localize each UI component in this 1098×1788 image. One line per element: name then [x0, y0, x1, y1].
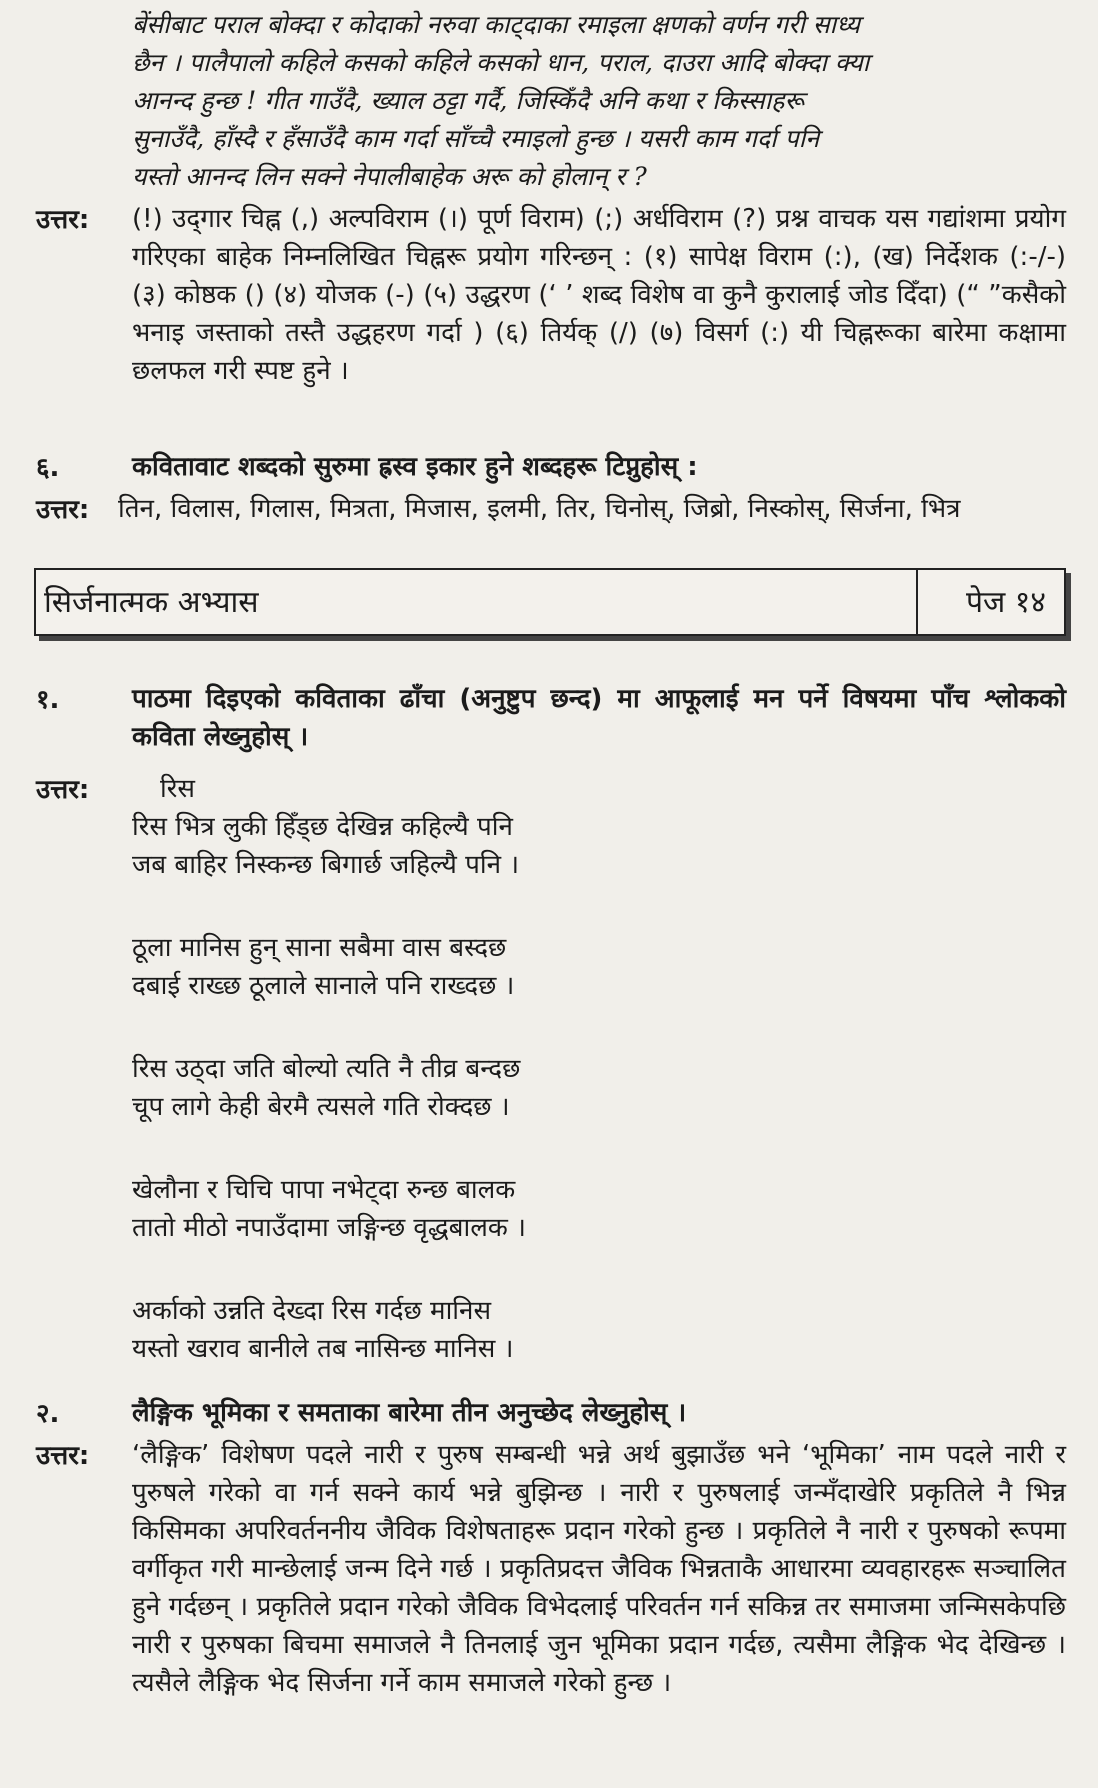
poem-line: रिस उठ्दा जति बोल्यो त्यति नै तीव्र बन्दछ: [132, 1054, 521, 1084]
poem-title: रिस: [160, 774, 195, 804]
section-header-box: [34, 568, 1066, 636]
creative-2-text: लैङ्गिक भूमिका र समताका बारेमा तीन अनुच्छेद लेख्नुहोस् ।: [132, 1398, 687, 1428]
creative-2-answer: ‘लैङ्गिक’ विशेषण पदले नारी र पुरुष सम्बन्धी भन्ने अर्थ बुझाउँछ भने ‘भूमिका’ नाम पदले नारी र पुरुषले गरेको वा गर्न सक्ने कार्य भन्ने बुझिन्छ । नारी र पुरुषलाई जन्मँदाखेरि प्रकृतिले नै भिन्न किसिमका अपरिवर्तननीय जैविक विशेषताहरू प्रदान गरेको हुन्छ । प्रकृतिले नै नारी र पुरुषको रूपमा वर्गीकृत गरी मान्छेलाई जन्म दिने गर्छ । प्रकृतिप्रदत्त जैविक भिन्नताकै आधारमा व्यवहारहरू सञ्चालित हुने गर्दछन् । प्रकृतिले प्रदान गरेको जैविक विभेदलाई परिवर्तन गर्न सकिन्न तर समाजमा जन्मिसकेपछि नारी र पुरुषका बिचमा समाजले नै तिनलाई जुन भूमिका प्रदान गर्दछ, त्यसैमा लैङ्गिक भेद देखिन्छ । त्यसैले लैङ्गिक भेद सिर्जना गर्ने काम समाजले गरेको हुन्छ ।: [132, 1440, 1066, 1698]
question-number: १.: [36, 685, 60, 715]
intro-line: आनन्द हुन्छ ! गीत गाउँदै, ख्याल ठट्टा गर्दै, जिस्किँदै अनि कथा र किस्साहरू: [132, 86, 804, 115]
answer-6-text: तिन, विलास, गिलास, मित्रता, मिजास, इलमी, तिर, चिनोस्, जिब्रो, निस्कोस्, सिर्जना, भित्र: [118, 494, 961, 524]
poem-line: तातो मीठो नपाउँदामा जङ्गिन्छ वृद्धबालक ।: [132, 1213, 526, 1243]
poem-line: दबाई राख्छ ठूलाले सानाले पनि राख्दछ ।: [132, 971, 515, 1001]
section-page-ref: पेज १४: [965, 585, 1046, 620]
poem-line: यस्तो खराव बानीले तब नासिन्छ मानिस ।: [132, 1334, 514, 1364]
intro-line: बेंसीबाट पराल बोक्दा र कोदाको नरुवा काट्दाका रमाइला क्षणको वर्णन गरी साध्य: [132, 10, 861, 39]
answer-label: उत्तर:: [36, 495, 90, 525]
answer-label: उत्तर:: [36, 205, 90, 235]
poem-line: चूप लागे केही बेरमै त्यसले गति रोक्दछ ।: [132, 1092, 510, 1122]
section-title: सिर्जनात्मक अभ्यास: [44, 585, 259, 620]
question-6-text: कवितावाट शब्दको सुरुमा ह्रस्व इकार हुने शब्दहरू टिप्नुहोस् :: [132, 452, 698, 482]
creative-1-text: पाठमा दिइएको कविताका ढाँचा (अनुष्टुप छन्द) मा आफूलाई मन पर्ने विषयमा पाँच श्लोकको कविता लेख्नुहोस् ।: [132, 684, 1066, 752]
poem-line: जब बाहिर निस्कन्छ बिगार्छ जहिल्यै पनि ।: [132, 850, 520, 880]
question-number: ६.: [36, 453, 60, 483]
poem-line: रिस भित्र लुकी हिँड्छ देखिन्न कहिल्यै पनि: [132, 812, 513, 842]
section-divider: [916, 570, 918, 634]
intro-line: यस्तो आनन्द लिन सक्ने नेपालीबाहेक अरू को होलान् र ?: [132, 162, 647, 191]
poem-line: ठूला मानिस हुन् साना सबैमा वास बस्दछ: [132, 933, 507, 963]
poem-line: अर्काको उन्नति देख्दा रिस गर्दछ मानिस: [132, 1296, 492, 1326]
question-number: २.: [36, 1399, 60, 1429]
answer-label: उत्तर:: [36, 1441, 90, 1471]
intro-line: सुनाउँदै, हाँस्दै र हँसाउँदै काम गर्दा साँच्चै रमाइलो हुन्छ । यसरी काम गर्दा पनि: [132, 124, 820, 153]
answer-label: उत्तर:: [36, 775, 90, 805]
poem-line: खेलौना र चिचि पापा नभेट्दा रुन्छ बालक: [132, 1175, 516, 1205]
intro-line: छैन । पालैपालो कहिले कसको कहिले कसको धान, पराल, दाउरा आदि बोक्दा क्या: [132, 48, 870, 77]
answer-5-text: (!) उद्‌गार चिह्न (,) अल्पविराम (।) पूर्ण विराम) (;) अर्धविराम (?) प्रश्न वाचक यस गद्यांशमा प्रयोग गरिएका बाहेक निम्नलिखित चिह्नरू प्रयोग गरिन्छन् : (१) सापेक्ष विराम (:), (ख) निर्देशक (:-/-) (३) कोष्ठक () (४) योजक (-) (५) उद्धरण (‘ ’ शब्द विशेष वा कुनै कुरालाई जोड दिँदा) (“ ”कसैको भनाइ जस्ताको तस्तै उद्धहरण गर्दा ) (६) तिर्यक् (/) (७) विसर्ग (:) यी चिह्नरूका बारेमा कक्षामा छलफल गरी स्पष्ट हुने ।: [132, 204, 1066, 386]
